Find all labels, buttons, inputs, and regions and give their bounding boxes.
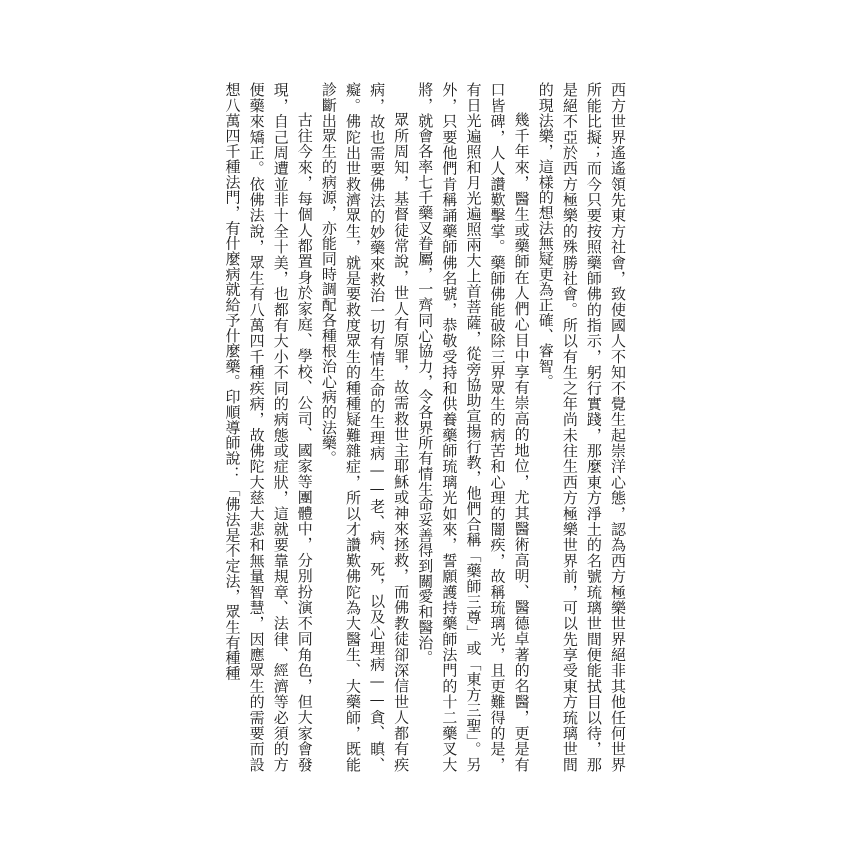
- paragraph-1: 西方世界遙遙領先東方社會，致使國人不知不覺生起崇洋心態，認為西方極樂世界絕非其他任何世界所能比擬；而今只要按照藥師佛的指示，躬行實踐，那麼東方淨土的名號琉璃世間便能拭目以待，那是絕不亞於西方極樂的殊勝社會。所以有生之年尚未往生西方極樂世界前，可以先享受東方琉璃世間的現法樂，這樣的想法無疑更為正確、睿智。: [536, 82, 627, 772]
- paragraph-4: 古往今來，每個人都置身於家庭、學校、公司、國家等團體中，分別扮演不同角色，但大家會發現，自己周遭並非十全十美，也都有大小不同的病態或症狀，這就要靠規章、法律、經濟等必須的方便藥來矯正。依佛法說，眾生有八萬四千種疾病，故佛陀大慈大悲和無量智慧，因應眾生的需要而設想八萬四千種法門，有什麼病就給予什麼藥。印順導師說：「佛法是不定法，眾生有種種: [223, 82, 314, 772]
- vertical-text-body: [196, 82, 630, 772]
- paragraph-2: 幾千年來，醫生或藥師在人們心目中享有崇高的地位，尤其醫術高明、醫德卓著的名醫，更是有口皆碑，人人讚歎擊掌。藥師佛能破除三界眾生的病苦和心理的闇疾，故稱琉璃光，且更難得的是，有日光遍照和月光遍照兩大上首菩薩，從旁協助宣揚行教，他們合稱「藥師三尊」或「東方三聖」。另外，只要他們肯稱誦藥師佛名號，恭敬受持和供養藥師琉璃光如來，誓願護持藥師法門的十二藥叉大將，就會各率七千藥叉眷屬，一齊同心協力，令各界所有情生命妥善得到關愛和醫治。: [416, 82, 531, 772]
- paragraph-3: 眾所周知，基督徒常說，世人有原罪，故需救世主耶穌或神來拯救，而佛教徒卻深信世人都有疾病，故也需要佛法的妙藥來救治一切有情生命的生理病——老、病、死，以及心理病——貪、瞋、癡。佛陀出世救濟眾生，就是要救度眾生的種種疑難雜症，所以才讚歎佛陀為大醫生、大藥師，既能診斷出眾生的病源，亦能同時調配各種根治心病的法藥。: [319, 82, 411, 772]
